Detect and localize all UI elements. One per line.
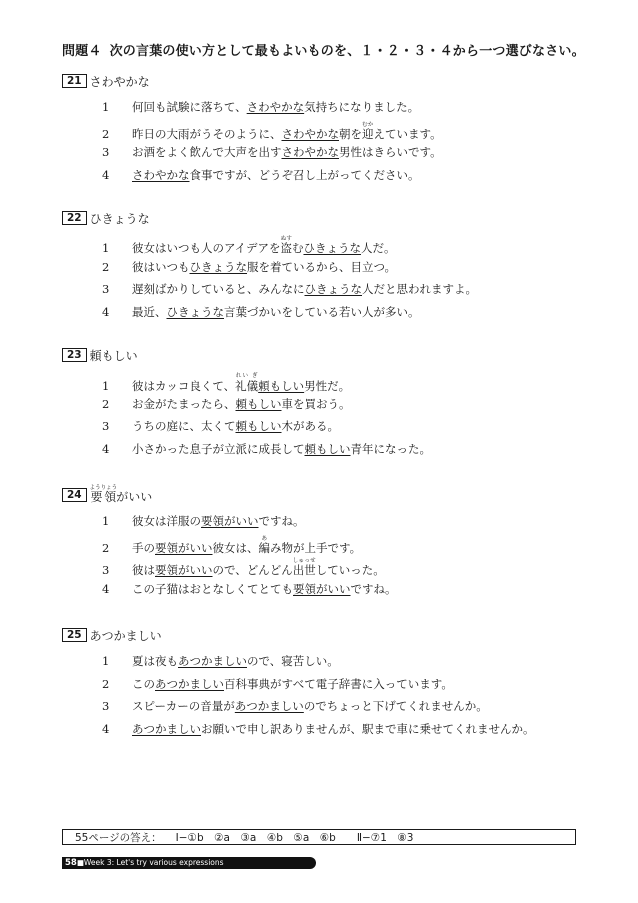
question-block [62, 486, 622, 603]
option-text-before: 小さかった息子が立派に成長して [132, 441, 305, 456]
question-number: 23 [62, 348, 87, 362]
target-word-underlined: 頼もしい [258, 379, 305, 393]
target-word-underlined: あつかましい [178, 654, 247, 668]
option-text-before: この [132, 676, 155, 691]
option-number: 3 [102, 282, 110, 296]
option-text-before: お酒をよく飲んで大声を出す [132, 145, 282, 159]
ruby-okurigana: む [291, 241, 304, 255]
option-text-before: 彼女はいつも人のアイデアを [132, 241, 281, 255]
previous-page-answers [62, 829, 576, 845]
option-text-before: 昨日の大雨がうそのように、 [132, 126, 282, 141]
question-number: 21 [62, 74, 87, 88]
option-text-after: ですね。 [258, 514, 305, 528]
option-number: 1 [102, 379, 110, 393]
option-text-after: 百科事典がすべて電子辞書に入っています。 [224, 676, 453, 691]
option-text-after: 気持ちになりました。 [304, 100, 420, 114]
option-text-after: 彼女は、 [212, 540, 259, 555]
option-row [62, 513, 622, 536]
answers-label: 55ページの答え： [75, 831, 162, 844]
option-text-after: み物が上手です。 [270, 540, 362, 555]
target-word-underlined: 要領がいい [201, 514, 259, 528]
option-text-after: 言葉づかいをしている若い人が多い。 [224, 304, 420, 319]
option-text-after: 男性だ。 [304, 379, 351, 393]
target-word-underlined: ひきょうな [189, 259, 247, 274]
option-row [62, 236, 622, 259]
option-text-after: ので、寝苦しい。 [247, 654, 339, 668]
target-word-underlined: さわやかな [281, 126, 339, 141]
question-word-rest: がいい [116, 490, 153, 504]
target-word-underlined: あつかましい [155, 676, 224, 691]
option-text-before: うちの庭に、太くて [132, 419, 236, 433]
option-text-after: 青年になった。 [350, 441, 431, 456]
question-heading [62, 72, 622, 90]
option-row [62, 698, 622, 721]
option-number: 1 [102, 514, 110, 528]
furigana: ようりょう [89, 485, 118, 491]
question-word: 頼もしい [89, 348, 138, 363]
target-word-underlined: 頼もしい [304, 441, 351, 456]
option-text-after: えています。 [373, 126, 442, 141]
option-row [62, 721, 622, 744]
option-text-after: 車を買おう。 [281, 396, 351, 411]
option-number: 4 [102, 721, 110, 736]
option-text-after: 人だと思われますよ。 [362, 282, 477, 296]
option-text-after: お願いで申し訳ありませんが、駅まで車に乗せてくれませんか。 [201, 721, 535, 736]
option-row [62, 653, 622, 676]
question-word: さわやかな [89, 74, 150, 89]
target-word-underlined: 要領がいい [155, 540, 213, 555]
question-number: 24 [62, 488, 87, 502]
option-text-after: 食事ですが、どうぞ召し上がってください。 [189, 167, 420, 182]
ruby-base: 礼儀 [235, 379, 259, 393]
furigana: むか [362, 121, 374, 128]
target-word-underlined: ひきょうな [166, 304, 224, 319]
question-word-kanji: 要領 [89, 490, 118, 504]
option-row [62, 676, 622, 699]
answers-text: Ⅰ−①b ②a ③a ④b ⑤a ⑥b Ⅱ−⑦1 ⑧3 [175, 831, 414, 844]
option-text-before: 手の [132, 540, 155, 555]
option-number: 1 [102, 241, 110, 255]
option-number: 2 [102, 396, 110, 411]
option-text-after: 服を着ているから、目立つ。 [247, 259, 397, 274]
question-block [62, 626, 622, 743]
option-row [62, 259, 622, 282]
option-text-before: 夏は夜も [132, 654, 178, 668]
option-row [62, 281, 622, 304]
option-number: 3 [102, 145, 110, 159]
option-text-after: ので、どんどん [212, 563, 293, 577]
option-number: 3 [102, 699, 110, 713]
option-text-before: 彼はカッコ良くて、 [132, 379, 236, 393]
option-row [62, 373, 622, 396]
question-word: ひきょうな [89, 211, 150, 226]
problem-header [62, 40, 622, 59]
option-number: 4 [102, 441, 110, 456]
option-text-after: のでちょっと下げてくれませんか。 [303, 699, 488, 713]
option-row [62, 99, 622, 122]
question-block [62, 209, 622, 326]
target-word-underlined: 要領がいい [155, 563, 213, 577]
furigana: ぬす [280, 236, 292, 242]
option-number: 4 [102, 581, 110, 596]
question-word: あつかましい [89, 628, 162, 643]
question-block [62, 346, 622, 463]
question-word [90, 485, 153, 505]
option-number: 2 [102, 259, 110, 274]
ruby-base: 迎 [362, 126, 374, 141]
option-text-after: 朝を [339, 126, 362, 141]
option-number: 2 [102, 676, 110, 691]
option-text-before: この子猫はおとなしくてとても [132, 581, 293, 596]
option-text-before: 遅刻ばかりしていると、みんなに [132, 282, 305, 296]
option-number: 4 [102, 167, 110, 182]
option-number: 4 [102, 304, 110, 319]
target-word-underlined: ひきょうな [303, 241, 361, 255]
ruby-base: 出世 [292, 563, 316, 577]
target-word-underlined: あつかましい [234, 699, 304, 713]
option-text-after: していった。 [315, 563, 385, 577]
target-word-underlined: さわやかな [132, 167, 190, 182]
target-word-underlined: 頼もしい [235, 419, 282, 433]
question-heading [62, 486, 622, 504]
question-heading [62, 626, 622, 644]
option-number: 3 [102, 419, 110, 433]
option-text-after: 人だ。 [360, 241, 396, 255]
option-text-before: 彼は [132, 563, 155, 577]
option-row [62, 581, 622, 604]
problem-instruction: 次の言葉の使い方として最もよいものを、１・２・３・４から一つ選びなさい。 [109, 44, 585, 59]
footer-text: ■Week 3: Let's try various expressions [76, 858, 224, 867]
page-footer [62, 857, 316, 869]
option-row [62, 418, 622, 441]
target-word-underlined: ひきょうな [304, 282, 362, 296]
option-number: 2 [102, 540, 110, 555]
option-row [62, 536, 622, 559]
question-number: 22 [62, 211, 87, 225]
furigana: れい ぎ [235, 373, 259, 379]
page-number: 58 [65, 858, 77, 868]
option-row [62, 441, 622, 464]
option-text-after: 木がある。 [281, 419, 339, 433]
option-row [62, 558, 622, 581]
furigana: しゅっせ [292, 558, 316, 564]
target-word-underlined: さわやかな [281, 145, 339, 159]
option-text-before: スピーカーの音量が [132, 699, 235, 713]
question-block [62, 72, 622, 189]
option-text-before: 彼はいつも [132, 259, 190, 274]
target-word-underlined: あつかましい [132, 721, 201, 736]
question-heading [62, 346, 622, 364]
option-row [62, 122, 622, 145]
option-number: 1 [102, 100, 110, 114]
option-number: 1 [102, 654, 110, 668]
question-number: 25 [62, 628, 87, 642]
option-text-after: 男性はきらいです。 [339, 145, 442, 159]
option-row [62, 167, 622, 190]
option-row [62, 396, 622, 419]
option-text-before: お金がたまったら、 [132, 396, 236, 411]
option-number: 3 [102, 563, 110, 577]
option-row [62, 304, 622, 327]
problem-number: 問題４ [62, 44, 102, 59]
target-word-underlined: 頼もしい [235, 396, 282, 411]
option-text-before: 何回も試験に落ちて、 [132, 100, 247, 114]
target-word-underlined: 要領がいい [293, 581, 351, 596]
furigana: あ [258, 535, 270, 542]
ruby-base: 編 [258, 540, 270, 555]
ruby-base: 盗 [280, 241, 292, 255]
option-text-after: ですね。 [350, 581, 397, 596]
option-row [62, 144, 622, 167]
option-text-before: 彼女は洋服の [132, 514, 201, 528]
question-heading [62, 209, 622, 227]
target-word-underlined: さわやかな [246, 100, 305, 114]
option-number: 2 [102, 126, 110, 141]
option-text-before: 最近、 [132, 304, 167, 319]
